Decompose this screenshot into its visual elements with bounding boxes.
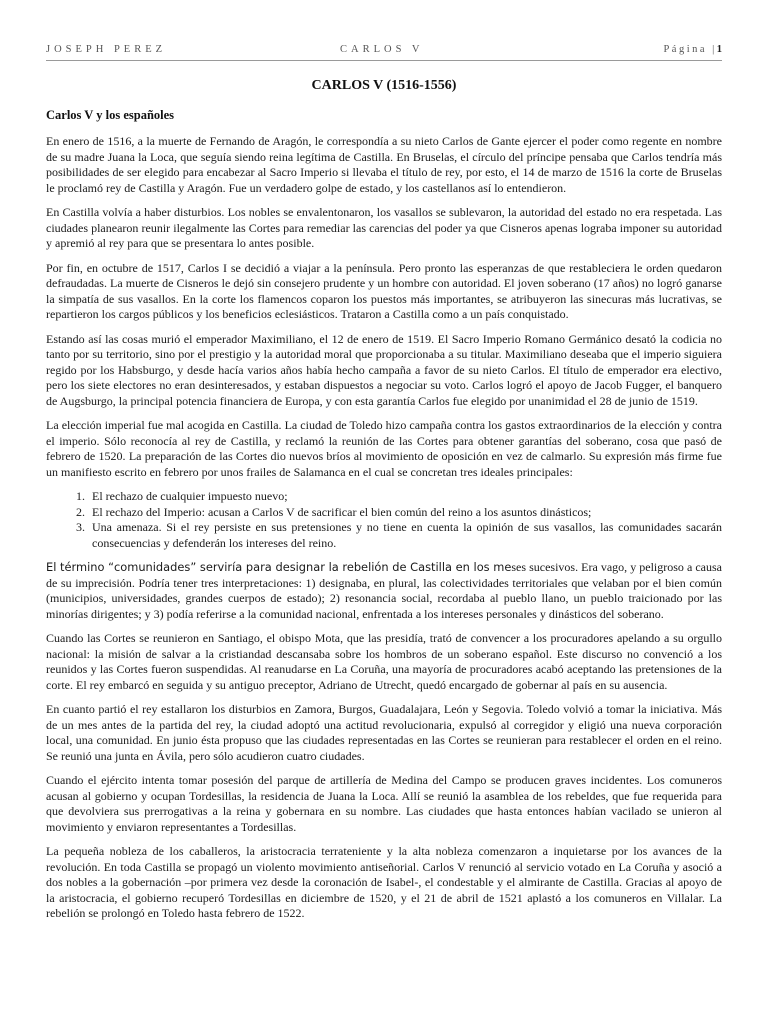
paragraph: En cuanto partió el rey estallaron los disturbios en Zamora, Burgos, Guadalajara, León y Segovia. Toledo volvió a tomar la iniciativa. Más de un mes antes de la partida del rey, la ciudad adoptó una actitud revolucionaria, expulsó al corregidor y eligió una nueva corporación local, una comunidad. En junio ésta propuso que las ciudades representadas en las Cortes se reunieran para restablecer el orden en el reino. Se reunió una junta en Ávila, pero sólo acudieron cuatro ciudades. [46, 702, 722, 763]
page-label: Página [663, 44, 708, 55]
paragraph: En Castilla volvía a haber disturbios. Los nobles se envalentonaron, los vasallos se sublevaron, la autoridad del estado no era respetada. Las ciudades planearon reunir ilegalmente las Cortes para remediar las carencias del poder ya que Cisneros apenas lograba imponer su autoridad y apremió al rey para que se presentara lo antes posible. [46, 205, 722, 250]
page-header [46, 44, 722, 61]
page-number: 1 [716, 44, 722, 55]
paragraph-fragment-sans: El término “comunidades” serviría para designar la rebelión de Castilla en los me [46, 560, 512, 574]
header-page-indicator [663, 44, 722, 55]
list-item: 3. Una amenaza. Si el rey persiste en sus pretensiones y no tiene en cuenta la opinión de sus vasallos, las comunidades sacarán consecuencias y defenderán los intereses del reino. [88, 520, 722, 551]
header-running-title: CARLOS V [340, 44, 424, 55]
list-item: 1. El rechazo de cualquier impuesto nuevo; [88, 489, 722, 505]
paragraph: Cuando el ejército intenta tomar posesión del parque de artillería de Medina del Campo se producen graves incidentes. Los comuneros acusan al gobierno y ocupan Tordesillas, la residencia de Juana la Loca. Allí se reunió la asamblea de los rebeldes, que fue requerida para que devolviera sus prerrogativas a la reina y gobernara en su nombre. Las ciudades que hasta entonces habían vacilado se unieron al movimiento y enviaron representantes a Tordesillas. [46, 773, 722, 834]
paragraph: La elección imperial fue mal acogida en Castilla. La ciudad de Toledo hizo campaña contra los gastos extraordinarios de la elección y contra el imperio. Sólo reconocía al rey de Castilla, y reclamó la reunión de las Cortes para obtener garantías del soberano, cosa que pasó de febrero de 1520. La preparación de las Cortes dio nuevos bríos al movimiento de oposición en vez de calmarlo. Su expresión más firme fue un manifiesto escrito en febrero por unos frailes de Salamanca en el cual se concretan tres ideales principales: [46, 418, 722, 479]
paragraph: La pequeña nobleza de los caballeros, la aristocracia terrateniente y la alta nobleza comenzaron a inquietarse por los avances de la revolución. En toda Castilla se propagó un violento movimiento antiseñorial. Carlos V renunció al servicio votado en La Coruña y asoció a dos nobles a la gobernación –por primera vez desde la coronación de Isabel-, el condestable y el almirante de Castilla. Gracias al apoyo de la aristocracia, el gobierno recuperó Tordesillas en diciembre de 1520, y el 21 de abril de 1521 aplastó a los comuneros en Villalar. La rebelión se prolongó en Toledo hasta febrero de 1522. [46, 844, 722, 920]
paragraph-comunidades [46, 560, 722, 622]
document-title: CARLOS V (1516-1556) [311, 78, 457, 93]
paragraph: En enero de 1516, a la muerte de Fernando de Aragón, le correspondía a su nieto Carlos de Gante ejercer el poder como regente en nombre de su madre Juana la Loca, que seguía siendo reina legítima de Castilla. En Bruselas, el círculo del príncipe pensaba que Carlos tendría más posibilidades de ser elegido para encabezar al Sacro Imperio si llevaba el título de rey, por esto, el 14 de marzo de 1516 la corte de Bruselas le proclamó rey de Castilla y Aragón. Fue un verdadero golpe de estado, y los castellanos así lo entendieron. [46, 134, 722, 195]
page-separator: | [712, 44, 717, 55]
section-heading: Carlos V y los españoles [46, 108, 175, 122]
header-author: JOSEPH PEREZ [46, 44, 167, 55]
paragraph: Cuando las Cortes se reunieron en Santiago, el obispo Mota, que las presidía, trató de convencer a los procuradores apelando a su orgullo nacional: la misión de salvar a la cristiandad descansaba sobre los hombros de un soberano español. Este discurso no convenció a los reunidos y las Cortes fueron suspendidas. Al reanudarse en La Coruña, una mayoría de procuradores acabó aceptando las pretensiones de la corte. El rey embarcó en seguida y su antiguo preceptor, Adriano de Utrecht, quedó encargado de gobernar al país en su ausencia. [46, 631, 722, 692]
paragraph-fragment: ses sucesivos. Era vago, y peligroso a causa de su imprecisión. Podría tener tres interpretaciones: 1) designaba, en plural, las colectividades territoriales que velaban por el bien común (municipios, universidades, grandes cuerpos de estado); 2) resonancia social, recordaba al pueblo llano, un pueblo traicionado por las minorías dirigentes; y 3) podía referirse a la comunidad nacional, enfrentada a los intereses personales y dinásticos del soberano. [46, 560, 722, 621]
list-item: 2. El rechazo del Imperio: acusan a Carlos V de sacrificar el bien común del reino a los asuntos dinásticos; [88, 505, 722, 521]
paragraph: Por fin, en octubre de 1517, Carlos I se decidió a viajar a la península. Pero pronto las esperanzas de que restableciera le orden quedaron defraudadas. La muerte de Cisneros le dejó sin consejero prudente y un hombre con autoridad. El joven soberano (17 años) no logró ganarse la simpatía de sus vasallos. En la corte los flamencos coparon los puestos más importantes, se atribuyeron las sinecuras más lucrativas, se repartieron los cargos públicos y los beneficios eclesiásticos. Trataron a Castilla como a un país conquistado. [46, 260, 722, 321]
document-body [46, 78, 722, 931]
paragraph: Estando así las cosas murió el emperador Maximiliano, el 12 de enero de 1519. El Sacro Imperio Romano Germánico desató la codicia no tanto por su territorio, sino por el prestigio y la autoridad moral que proporcionaba a su titular. Maximiliano deseaba que el imperio siguiera regido por los Habsburgo, y desde hacía varios años había hecho campaña a favor de su nieto Carlos. El título de emperador era electivo, pero los siete electores no eran desinteresados, y estaban dispuestos a negociar su voto. Carlos logró el apoyo de Jacob Fugger, el banquero de Augsburgo, la principal potencia financiera de Europa, y con esta garantía Carlos fue elegido por unanimidad el 28 de junio de 1519. [46, 331, 722, 408]
ideals-list [46, 489, 722, 551]
